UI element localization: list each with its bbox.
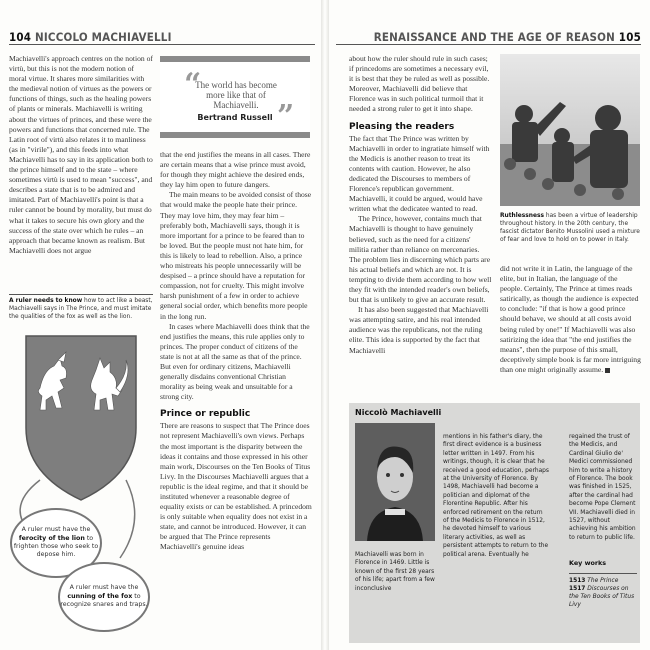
close-quote-icon: ” [277, 99, 295, 134]
quote-author: Bertrand Russell [197, 113, 273, 122]
biography-box [349, 403, 640, 643]
paragraph: It has also been suggested that Machiavelli was attempting satire, and his real intended audience was the republicans, not the ruling elite. This idea is supported by the fact that Machiavelli [349, 305, 489, 355]
connector-line [120, 480, 135, 558]
left-header-rule [9, 44, 315, 45]
end-mark-icon [605, 368, 610, 373]
right-running-head [374, 30, 641, 44]
left-page-number: 104 [9, 30, 32, 44]
key-works-heading: Key works [569, 559, 607, 567]
left-col2-text [160, 150, 312, 553]
caption-bold: Ruthlessness [500, 213, 544, 219]
bio-title: Niccolò Machiavelli [355, 408, 442, 417]
key-works-list [569, 577, 637, 609]
fox-bubble [58, 562, 150, 632]
paragraph: The Prince, however, contains much that Machiavelli is thought to have genuinely believed, such as the need for a citizens' militia rather than reliance on mercenaries. The problem lies in discerning which parts are his actual beliefs and which are not. It is tempting to divide them according to how well they fit with the intended reader's own beliefs, but that is unlikely to give an accurate result. [349, 214, 492, 305]
shield-shape [26, 336, 136, 500]
work-year: 1517 [569, 586, 586, 592]
section-heading: Pleasing the readers [349, 121, 455, 132]
paragraph-text: did not write it in Latin, the language of the elite, but in Italian, the language of the people. Certainly, The Prince at times reads satirically, as though the audience is expected to conclude: "if that is how a good prince should behave, we should at all costs avoid being ruled by one!" If Machiavelli was also satirizing the idea that "the end justifies the means", then the purpose of this small, deceptively simple book is far more intriguing than one might originally assume. [500, 264, 641, 374]
gutter [321, 0, 329, 650]
pull-quote [160, 56, 310, 138]
right-head-title: RENAISSANCE AND THE AGE OF REASON [373, 30, 615, 44]
bubble-fox-bold: cunning of the fox [67, 592, 133, 600]
work-year: 1513 [569, 578, 586, 584]
paragraph [500, 264, 641, 375]
photo-caption [500, 212, 640, 244]
right-col1-text [349, 54, 492, 356]
left-col1-text [9, 54, 153, 256]
right-col2-text [500, 264, 641, 375]
left-head-title: NICCOLO MACHIAVELLI [35, 30, 172, 44]
mussolini-photo [500, 54, 640, 206]
bio-col1: Machiavelli was born in Florence in 1469. Little is known of the first 28 years of his life; apart from a few inconclusive [355, 552, 435, 592]
paragraph: The fact that The Prince was written by Machiavelli in order to ingratiate himself with the Medicis is another reason to treat its contents with caution. However, he also dedicated the Discourses to members of Florence's republican government. Machiavelli, it could be argued, would have written what the dedicatee wanted to read. [349, 133, 490, 214]
bubble-lion-bold: ferocity of the lion [18, 534, 85, 542]
bubble-lion-pre: A ruler must have the [21, 526, 91, 534]
paragraph: that the end justifies the means in all cases. There are certain means that a wise prince must avoid, for though they might achieve the desired ends, they lay him open to future dangers. [160, 150, 311, 190]
bubble-lion-post: to frighten those who seek to depose him. [13, 534, 99, 559]
caption-rest: has been a virtue of leadership throughout history. In the 20th century, the fascist dictator Benito Mussolini used a mixture of fear and love to hold on to power in Italy. [500, 213, 640, 243]
work-title: The Prince [587, 578, 619, 584]
paragraph: In cases where Machiavelli does think that the end justifies the means, this rule applies only to princes. The proper conduct of citizens of the state is not at all the same as that of the prince. But even for ordinary citizens, Machiavelli generally disdains conventional Christian morality as being weak and unsuitable for a strong city. [160, 321, 310, 402]
portrait [355, 423, 435, 541]
fox-lion-caption [9, 297, 155, 321]
right-header-rule [336, 44, 641, 45]
section-heading: Prince or republic [160, 409, 251, 420]
key-works-rule [569, 573, 637, 574]
paragraph: There are reasons to suspect that The Prince does not represent Machiavelli's own views. Perhaps the most important is the disparity between the ideas it contains and those expressed in his other main work, Discourses on the Ten Books of Titus Livy. In the Discourses Machiavelli argues that a republic is the ideal regime, and that it should be instituted whenever a reasonable degree of equality exists or can be established. A princedom is only suitable when equality does not exist in a state, and cannot be introduced. However, it can be argued that The Prince represents Machiavelli's genuine ideas [160, 421, 312, 552]
bio-col3: regained the trust of the Medicis, and Cardinal Giulio de' Medici commissioned him to write a history of Florence. The book was finished in 1525, after the cardinal had become Pope Clement VII. Machiavelli died in 1527, without achieving his ambition to return to public life. [569, 434, 636, 541]
paragraph: about how the ruler should rule in such cases; if princedoms are sometimes a necessary evil, it is best that they be ruled as well as possible. Moreover, Machiavelli did believe that Florence was in such political turmoil that it needed a strong ruler to get it into shape. [349, 54, 490, 114]
left-running-head [9, 30, 172, 44]
bubble-fox-post: to recognize snares and traps. [60, 592, 148, 609]
open-quote-icon: “ [184, 67, 202, 102]
list-item [569, 585, 637, 609]
list-item [569, 577, 637, 585]
bubble-fox-pre: A ruler must have the [69, 584, 139, 592]
caption-bold: A ruler needs to know [9, 298, 83, 304]
bio-col2: mentions in his father's diary, the first direct evidence is a business letter written in 1497. From his writings, though, it is clear that he received a good education, perhaps at the University of Florence. By 1498, Machiavelli had become a politician and diplomat of the Florentine Republic. After his enforced retirement on the return of the Medicis to Florence in 1512, he devoted himself to various literary activities, as well as persistent attempts to return to the political arena. Eventually he [443, 434, 549, 558]
work-title: Discourses on the Ten Books of Titus Livy [569, 586, 635, 608]
paragraph: Machiavelli's approach centres on the notion of virtù, but this is not the modern notion of moral virtue. It shares more similarities with the medieval notion of virtues as the powers or functions of things, such as the healing powers of plants or minerals. Machiavelli is writing about the virtues of princes, and these were the powers and functions that concerned rule. The Latin root of virtù also relates it to manliness (as in "virile"), and this feeds into what Machiavelli has to say in its application both to the prince himself and to the state – where sometimes virtù is used to mean "success", and describes a state that is to be admired and imitated. Part of Machiavelli's point is that a ruler cannot be bound by morality, but must do what it takes to secure his own glory and the success of the state over which he rules – an approach that became known as realism. But Machiavelli does not argue [9, 54, 153, 255]
caption-rule [9, 294, 153, 295]
paragraph: The main means to be avoided consist of those that would make the people hate their prince. They may love him, they may fear him – preferably both, Machiavelli says, though it is more important for a prince to be feared than to be loved. But the people must not hate him, for this is likely to lead to rebellion. Also, a prince who mistreats his people unnecessarily will be despised – a prince should have a reputation for compassion, not for cruelty. This might involve harsh punishment of a few in order to achieve general social order, which benefits more people in the long run. [160, 190, 312, 321]
caption-rest: how to act like a beast, Machiavelli says in The Prince, and must imitate the qualities of the fox as well as the lion. [9, 298, 153, 320]
right-page-number: 105 [618, 30, 641, 44]
quote-text: The world has become more like that of Machiavelli. [195, 80, 277, 110]
